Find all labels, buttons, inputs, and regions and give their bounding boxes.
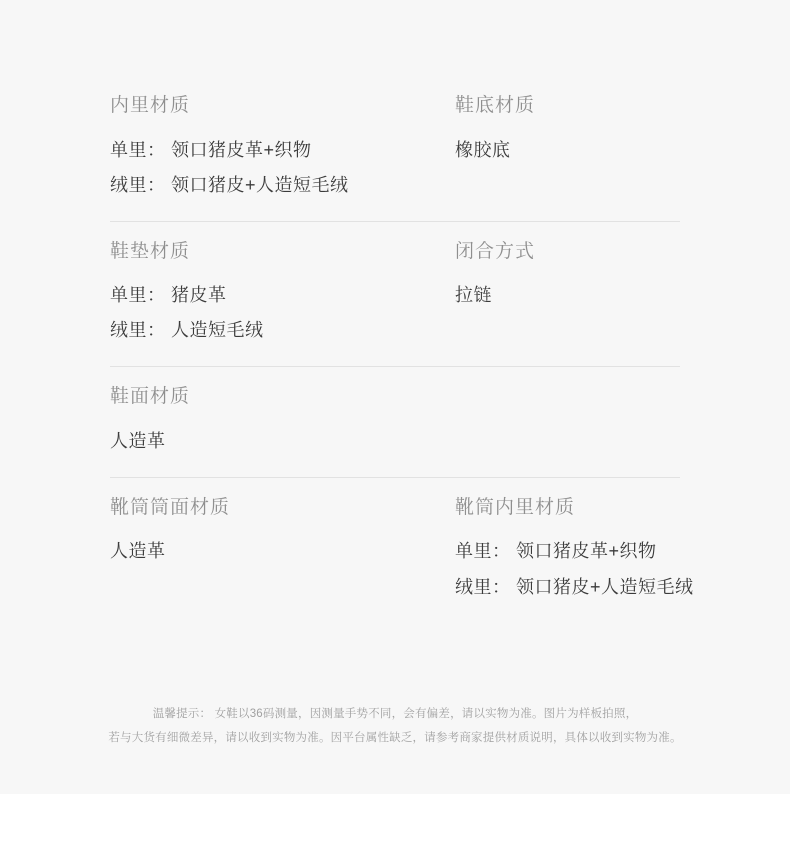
spec-cell-shaft-lining-material — [395, 494, 704, 605]
spec-value: 橡胶底 — [455, 139, 511, 160]
spec-label: 靴筒内里材质 — [455, 496, 576, 518]
spec-label: 闭合方式 — [455, 240, 536, 262]
spec-value-list — [455, 534, 694, 604]
spec-value-list — [455, 133, 670, 168]
spec-label: 鞋底材质 — [455, 95, 536, 116]
spec-value: 人造革 — [110, 430, 166, 451]
spec-label: 靴筒筒面材质 — [110, 496, 231, 518]
footnote — [0, 702, 790, 750]
spec-value-list — [110, 278, 385, 348]
spec-value-list — [110, 133, 385, 203]
spec-value-list — [110, 424, 385, 459]
spec-cell-inner-lining-material — [110, 92, 395, 203]
footnote-line-1: 温馨提示： 女鞋以36码测量，因测量手势不同，会有偏差，请以实物为准。图片为样板拍照， — [152, 707, 638, 720]
spec-row — [110, 222, 680, 368]
spec-label: 内里材质 — [110, 95, 191, 116]
spec-cell-insole-material — [110, 238, 395, 349]
spec-row — [110, 367, 680, 478]
spec-value: 单里： 猪皮革 — [110, 285, 227, 306]
footnote-line-2: 若与大货有细微差异，请以收到实物为准。因平台属性缺乏，请参考商家提供材质说明，具体以收到实物为准。 — [108, 731, 682, 744]
spec-cell-empty — [395, 383, 680, 395]
spec-value: 单里： 领口猪皮革+织物 — [455, 541, 657, 562]
spec-row — [110, 72, 680, 222]
spec-value: 绒里： 领口猪皮+人造短毛绒 — [110, 174, 349, 195]
spec-cell-upper-material — [110, 383, 395, 459]
spec-label: 鞋面材质 — [110, 386, 191, 408]
spec-value: 绒里： 领口猪皮+人造短毛绒 — [455, 576, 694, 597]
bottom-white-strip — [0, 794, 790, 846]
spec-value: 人造革 — [110, 541, 166, 562]
spec-value-list — [110, 534, 385, 569]
spec-cell-shaft-surface-material — [110, 494, 395, 570]
spec-value: 绒里： 人造短毛绒 — [110, 320, 264, 341]
spec-value-list — [455, 278, 670, 313]
spec-value: 拉链 — [455, 285, 492, 306]
spec-row — [110, 478, 694, 623]
spec-cell-outsole-material — [395, 92, 680, 168]
spec-cell-closure-type — [395, 238, 680, 314]
spec-value: 单里： 领口猪皮革+织物 — [110, 139, 312, 160]
spec-label: 鞋垫材质 — [110, 240, 191, 262]
